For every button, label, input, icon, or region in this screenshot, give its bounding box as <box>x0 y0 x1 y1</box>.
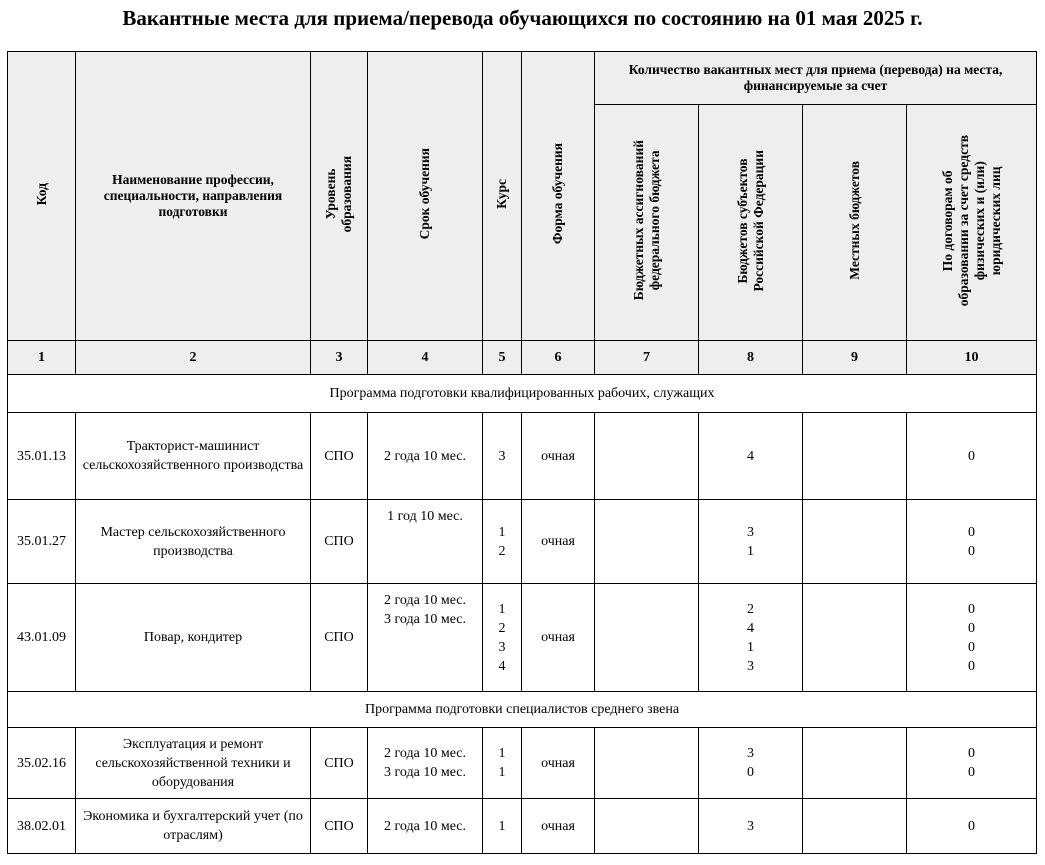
row-federal <box>595 584 699 692</box>
row-level: СПО <box>311 413 368 500</box>
header-funding-group: Количество вакантных мест для приема (перевода) на места, финансируемые за счет <box>595 52 1037 105</box>
header-contract: По договорам об образовании за счет средств физических и (или) юридических лиц <box>907 105 1037 341</box>
column-number: 1 <box>8 341 76 375</box>
column-number: 9 <box>803 341 907 375</box>
row-name: Тракторист-машинист сельскохозяйственного производства <box>76 413 311 500</box>
row-federal <box>595 413 699 500</box>
row-name: Экономика и бухгалтерский учет (по отраслям) <box>76 799 311 854</box>
table-row <box>8 500 1037 584</box>
header-course: Курс <box>483 52 522 341</box>
row-course: 1 2 3 4 <box>483 584 522 692</box>
row-contract: 0 0 <box>907 500 1037 584</box>
header-code: Код <box>8 52 76 341</box>
row-regional: 2 4 1 3 <box>699 584 803 692</box>
table-row <box>8 728 1037 799</box>
row-name: Повар, кондитер <box>76 584 311 692</box>
header-name: Наименование профессии, специальности, направления подготовки <box>76 52 311 341</box>
row-federal <box>595 728 699 799</box>
header-level: Уровень образования <box>311 52 368 341</box>
row-form: очная <box>522 584 595 692</box>
row-local <box>803 500 907 584</box>
section-row <box>8 692 1037 728</box>
row-contract: 0 0 0 0 <box>907 584 1037 692</box>
row-form: очная <box>522 500 595 584</box>
row-contract: 0 0 <box>907 728 1037 799</box>
header-federal: Бюджетных ассигнований федерального бюджета <box>595 105 699 341</box>
column-number: 2 <box>76 341 311 375</box>
column-numbers-row <box>8 341 1037 375</box>
row-form: очная <box>522 799 595 854</box>
row-regional: 4 <box>699 413 803 500</box>
table-row <box>8 799 1037 854</box>
table-row <box>8 584 1037 692</box>
row-level: СПО <box>311 799 368 854</box>
row-code: 35.02.16 <box>8 728 76 799</box>
row-term: 2 года 10 мес. <box>368 799 483 854</box>
row-regional: 3 1 <box>699 500 803 584</box>
column-number: 10 <box>907 341 1037 375</box>
row-course: 1 1 <box>483 728 522 799</box>
row-level: СПО <box>311 728 368 799</box>
row-level: СПО <box>311 584 368 692</box>
header-term: Срок обучения <box>368 52 483 341</box>
section-title: Программа подготовки специалистов среднего звена <box>8 692 1037 728</box>
row-course: 1 <box>483 799 522 854</box>
row-term: 2 года 10 мес. 3 года 10 мес. <box>368 728 483 799</box>
column-number: 6 <box>522 341 595 375</box>
row-code: 43.01.09 <box>8 584 76 692</box>
row-regional: 3 <box>699 799 803 854</box>
row-local <box>803 584 907 692</box>
section-row <box>8 375 1037 413</box>
column-number: 3 <box>311 341 368 375</box>
row-term: 2 года 10 мес. 3 года 10 мес. <box>368 584 483 692</box>
row-term: 1 год 10 мес. <box>368 500 483 584</box>
row-local <box>803 799 907 854</box>
header-local: Местных бюджетов <box>803 105 907 341</box>
row-code: 38.02.01 <box>8 799 76 854</box>
page-title: Вакантные места для приема/перевода обучающихся по состоянию на 01 мая 2025 г. <box>122 6 923 30</box>
table-row <box>8 413 1037 500</box>
header-form: Форма обучения <box>522 52 595 341</box>
row-code: 35.01.13 <box>8 413 76 500</box>
section-title: Программа подготовки квалифицированных рабочих, служащих <box>8 375 1037 413</box>
row-federal <box>595 799 699 854</box>
row-local <box>803 413 907 500</box>
row-form: очная <box>522 728 595 799</box>
column-number: 7 <box>595 341 699 375</box>
row-term: 2 года 10 мес. <box>368 413 483 500</box>
row-level: СПО <box>311 500 368 584</box>
header-regional: Бюджетов субъектов Российской Федерации <box>699 105 803 341</box>
column-number: 5 <box>483 341 522 375</box>
row-contract: 0 <box>907 413 1037 500</box>
row-course: 1 2 <box>483 500 522 584</box>
column-number: 4 <box>368 341 483 375</box>
row-regional: 3 0 <box>699 728 803 799</box>
row-federal <box>595 500 699 584</box>
column-number: 8 <box>699 341 803 375</box>
row-form: очная <box>522 413 595 500</box>
row-code: 35.01.27 <box>8 500 76 584</box>
row-contract: 0 <box>907 799 1037 854</box>
vacancies-table <box>7 51 1037 854</box>
row-name: Мастер сельскохозяйственного производства <box>76 500 311 584</box>
row-name: Эксплуатация и ремонт сельскохозяйственной техники и оборудования <box>76 728 311 799</box>
row-local <box>803 728 907 799</box>
row-course: 3 <box>483 413 522 500</box>
